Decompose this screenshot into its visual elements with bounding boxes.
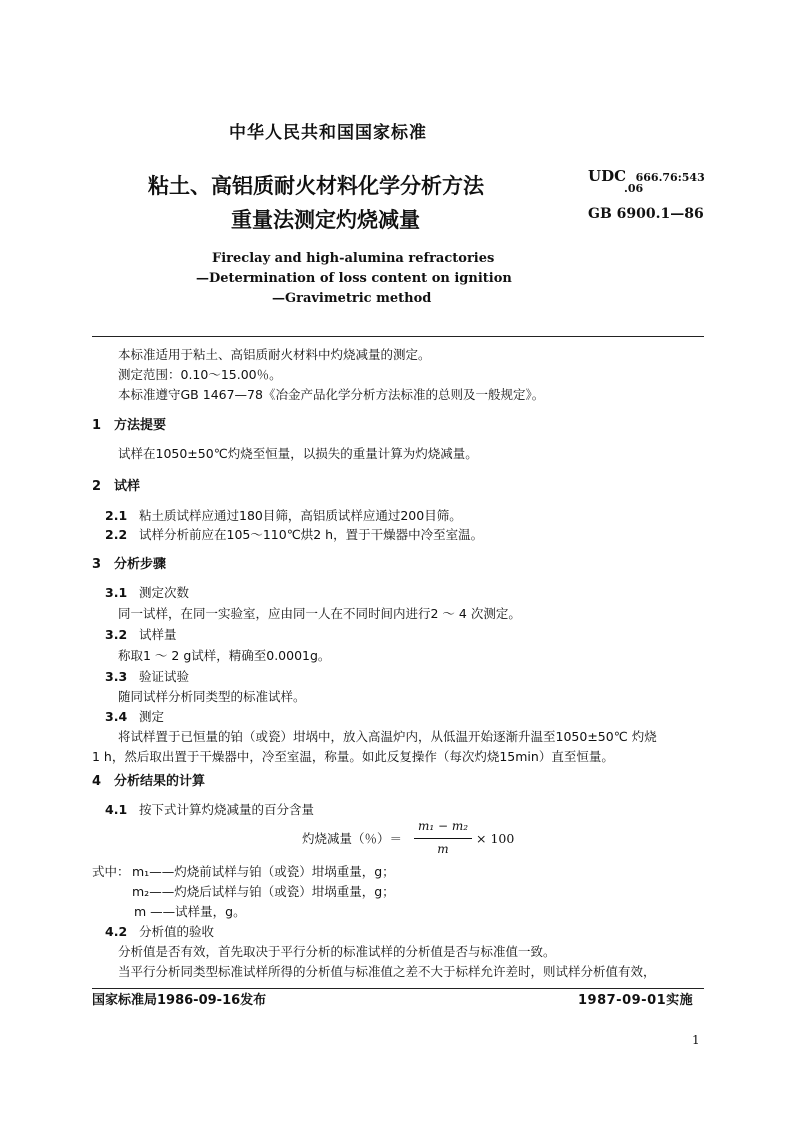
clause-3-1-title: 测定次数 bbox=[139, 585, 190, 600]
section-3-title: 分析步骤 bbox=[114, 557, 167, 572]
english-title-2: —Determination of loss content on ignition bbox=[196, 271, 512, 286]
clause-3-4-title: 测定 bbox=[139, 709, 165, 724]
section-1-title: 方法提要 bbox=[114, 418, 167, 433]
clause-4-2-number: 4.2 bbox=[105, 924, 128, 939]
formula-numerator: m₁ − m₂ bbox=[417, 819, 469, 833]
where-label: 式中： bbox=[92, 864, 130, 879]
formula-fraction-bar bbox=[414, 838, 472, 839]
clause-4-2-text-2: 当平行分析同类型标准试样所得的分析值与标准值之差不大于标样允许差时，则试样分析值有效， bbox=[118, 964, 656, 979]
udc-label: UDC bbox=[588, 167, 627, 185]
section-4-heading bbox=[92, 774, 205, 790]
clause-2-1 bbox=[105, 508, 462, 524]
clause-3-4-text-1: 将试样置于已恒量的铂（或瓷）坩埚中，放入高温炉内，从低温开始逐渐升温至1050±50℃ 灼烧 bbox=[118, 729, 657, 744]
english-title-3: —Gravimetric method bbox=[272, 291, 432, 306]
section-1-text: 试样在1050±50℃灼烧至恒量，以损失的重量计算为灼烧减量。 bbox=[118, 446, 478, 461]
section-2-number: 2 bbox=[92, 479, 102, 494]
clause-3-2-title: 试样量 bbox=[139, 627, 177, 642]
clause-4-1 bbox=[105, 802, 314, 818]
variable-m1: m₁——灼烧前试样与铂（或瓷）坩埚重量，g； bbox=[132, 864, 395, 879]
variable-m2: m₂——灼烧后试样与铂（或瓷）坩埚重量，g； bbox=[132, 884, 395, 899]
variable-m: m ——试样量，g。 bbox=[134, 904, 246, 919]
formula-denominator: m bbox=[437, 842, 449, 856]
clause-3-1 bbox=[105, 585, 189, 601]
section-4-number: 4 bbox=[92, 774, 102, 789]
bottom-divider bbox=[92, 988, 704, 989]
title-line-2: 重量法测定灼烧减量 bbox=[231, 208, 420, 232]
clause-2-2 bbox=[105, 527, 483, 543]
udc-value: 666.76:543 bbox=[635, 171, 705, 184]
formula-lhs: 灼烧减量（％）＝ bbox=[302, 831, 403, 846]
issue-date: 国家标准局1986-09-16发布 bbox=[92, 993, 267, 1008]
page-number: 1 bbox=[692, 1033, 700, 1047]
clause-2-1-number: 2.1 bbox=[105, 508, 128, 523]
clause-3-2-text: 称取1 ～ 2 g试样，精确至0.0001g。 bbox=[118, 648, 331, 663]
clause-4-1-text: 按下式计算灼烧减量的百分含量 bbox=[139, 802, 315, 817]
clause-2-2-text: 试样分析前应在105～110℃烘2 h，置于干燥器中冷至室温。 bbox=[139, 527, 484, 542]
english-title-1: Fireclay and high-alumina refractories bbox=[212, 251, 495, 266]
section-3-number: 3 bbox=[92, 557, 102, 572]
udc-suffix: .06 bbox=[624, 182, 644, 195]
intro-line-3: 本标准遵守GB 1467—78《冶金产品化学分析方法标准的总则及一般规定》。 bbox=[118, 387, 545, 402]
clause-4-2 bbox=[105, 924, 214, 940]
intro-line-2: 测定范围：0.10～15.00％。 bbox=[118, 367, 282, 382]
title-line-1: 粘土、高铝质耐火材料化学分析方法 bbox=[148, 174, 484, 198]
clause-3-3 bbox=[105, 669, 189, 685]
clause-3-4-text-2: 1 h，然后取出置于干燥器中，冷至室温，称量。如此反复操作（每次灼烧15min）直至恒量。 bbox=[92, 749, 614, 764]
clause-2-1-text: 粘土质试样应通过180目筛，高铝质试样应通过200目筛。 bbox=[139, 508, 462, 523]
section-1-number: 1 bbox=[92, 418, 102, 433]
section-2-title: 试样 bbox=[114, 479, 141, 494]
clause-3-4 bbox=[105, 709, 164, 725]
clause-4-2-text-1: 分析值是否有效，首先取决于平行分析的标准试样的分析值是否与标准值一致。 bbox=[118, 944, 556, 959]
clause-2-2-number: 2.2 bbox=[105, 527, 128, 542]
clause-3-2-number: 3.2 bbox=[105, 627, 128, 642]
section-4-title: 分析结果的计算 bbox=[114, 774, 206, 789]
clause-3-1-text: 同一试样，在同一实验室，应由同一人在不同时间内进行2 ～ 4 次测定。 bbox=[118, 606, 521, 621]
section-3-heading bbox=[92, 557, 166, 573]
gb-number: GB 6900.1—86 bbox=[588, 206, 704, 222]
formula-factor: × 100 bbox=[476, 831, 515, 846]
section-1-heading bbox=[92, 418, 166, 434]
clause-3-3-number: 3.3 bbox=[105, 669, 128, 684]
udc-block bbox=[588, 166, 705, 185]
clause-3-2 bbox=[105, 627, 177, 643]
clause-3-4-number: 3.4 bbox=[105, 709, 128, 724]
clause-3-3-title: 验证试验 bbox=[139, 669, 190, 684]
intro-line-1: 本标准适用于粘土、高铝质耐火材料中灼烧减量的测定。 bbox=[118, 347, 431, 362]
clause-4-1-number: 4.1 bbox=[105, 802, 128, 817]
top-divider bbox=[92, 336, 704, 337]
clause-3-3-text: 随同试样分析同类型的标准试样。 bbox=[118, 689, 306, 704]
national-standard-heading: 中华人民共和国国家标准 bbox=[229, 123, 427, 143]
effective-date: 1987-09-01实施 bbox=[578, 993, 694, 1008]
clause-3-1-number: 3.1 bbox=[105, 585, 128, 600]
clause-4-2-title: 分析值的验收 bbox=[139, 924, 215, 939]
section-2-heading bbox=[92, 479, 140, 495]
